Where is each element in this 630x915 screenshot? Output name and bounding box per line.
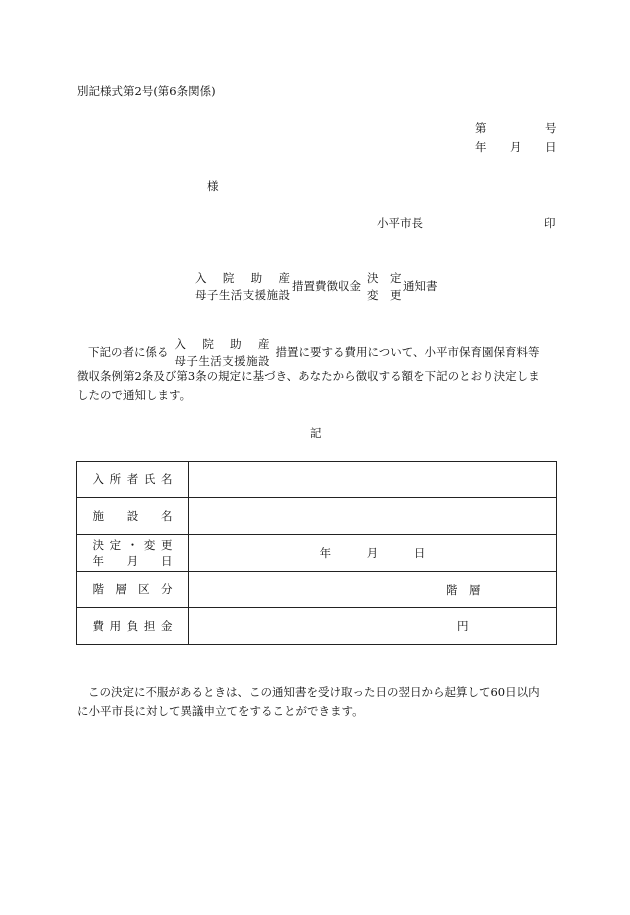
body-option-inpatient: 入 院 助 産 [174,337,270,351]
table-row-resident [77,462,557,498]
title-change: 変 更 [367,287,402,302]
table-row-date [77,535,557,572]
body-category-stack [175,336,270,369]
table-row-bracket [77,572,557,608]
bracket-label: 階層区分 [92,582,173,597]
yen-unit: 円 [457,619,469,633]
title-middle: 措置費徴収金 [292,278,361,293]
cost-burden-value [189,608,557,645]
decision-year: 年 [319,546,332,560]
title-suffix: 通知書 [403,278,438,293]
appeal-note-line-2: に小平市長に対して異議申立てをすることができます。 [77,704,364,718]
title-option-mother-child: 母子生活支援施設 [195,287,290,302]
appeal-note-line-1: この決定に不服があるときは、この通知書を受け取った日の翌日から起算して60日以内 [88,685,540,699]
date-year-label: 年 [475,140,487,154]
decision-day: 日 [413,546,426,560]
decision-month: 月 [366,546,379,560]
title-category-stack [195,270,290,303]
title-option-inpatient: 入 院 助 産 [195,271,290,285]
body-line-1-rest: 措置に要する費用について、小平市保育園保育料等 [275,344,540,359]
label-cell [77,572,189,608]
body-line-2: 徴収条例第2条及び第3条の規定に基づき、あなたから徴収する額を下記のとおり決定しま [77,369,540,383]
bracket-unit: 階 層 [446,582,481,597]
document-number-suffix: 号 [545,121,557,135]
document-number-prefix: 第 [475,121,487,135]
notice-table [76,461,557,645]
body-line-3: したので通知します。 [77,388,192,402]
table-row-amount [77,608,557,645]
label-cell [77,462,189,498]
decision-date-value [189,535,557,572]
addressee-suffix: 様 [207,179,219,193]
label-cell [77,535,189,572]
title-decision-stack [367,270,400,303]
decision-change-label: 決定・変更 [92,537,173,552]
issuer-title: 小平市長 [377,216,423,230]
facility-name-value [189,498,557,535]
resident-name-label: 入所者氏名 [92,472,173,487]
title-decision: 決 定 [367,271,402,285]
seal-mark: 印 [544,216,556,230]
form-number: 別記様式第2号(第6条関係) [77,84,216,98]
body-line-1 [88,336,540,369]
label-cell [77,608,189,645]
label-cell [77,498,189,535]
cost-burden-label: 費用負担金 [92,618,173,633]
date-month-label: 月 [510,140,522,154]
notice-title [195,270,438,303]
body-lead: 下記の者に係る [88,344,169,359]
table-row-facility [77,498,557,535]
body-option-mother-child: 母子生活支援施設 [174,353,270,368]
facility-name-label: 施設名 [92,508,173,523]
date-label: 年月日 [92,554,173,568]
ki-heading: 記 [310,426,322,440]
bracket-value [189,572,557,608]
date-day-label: 日 [545,140,557,154]
resident-name-value [189,462,557,498]
